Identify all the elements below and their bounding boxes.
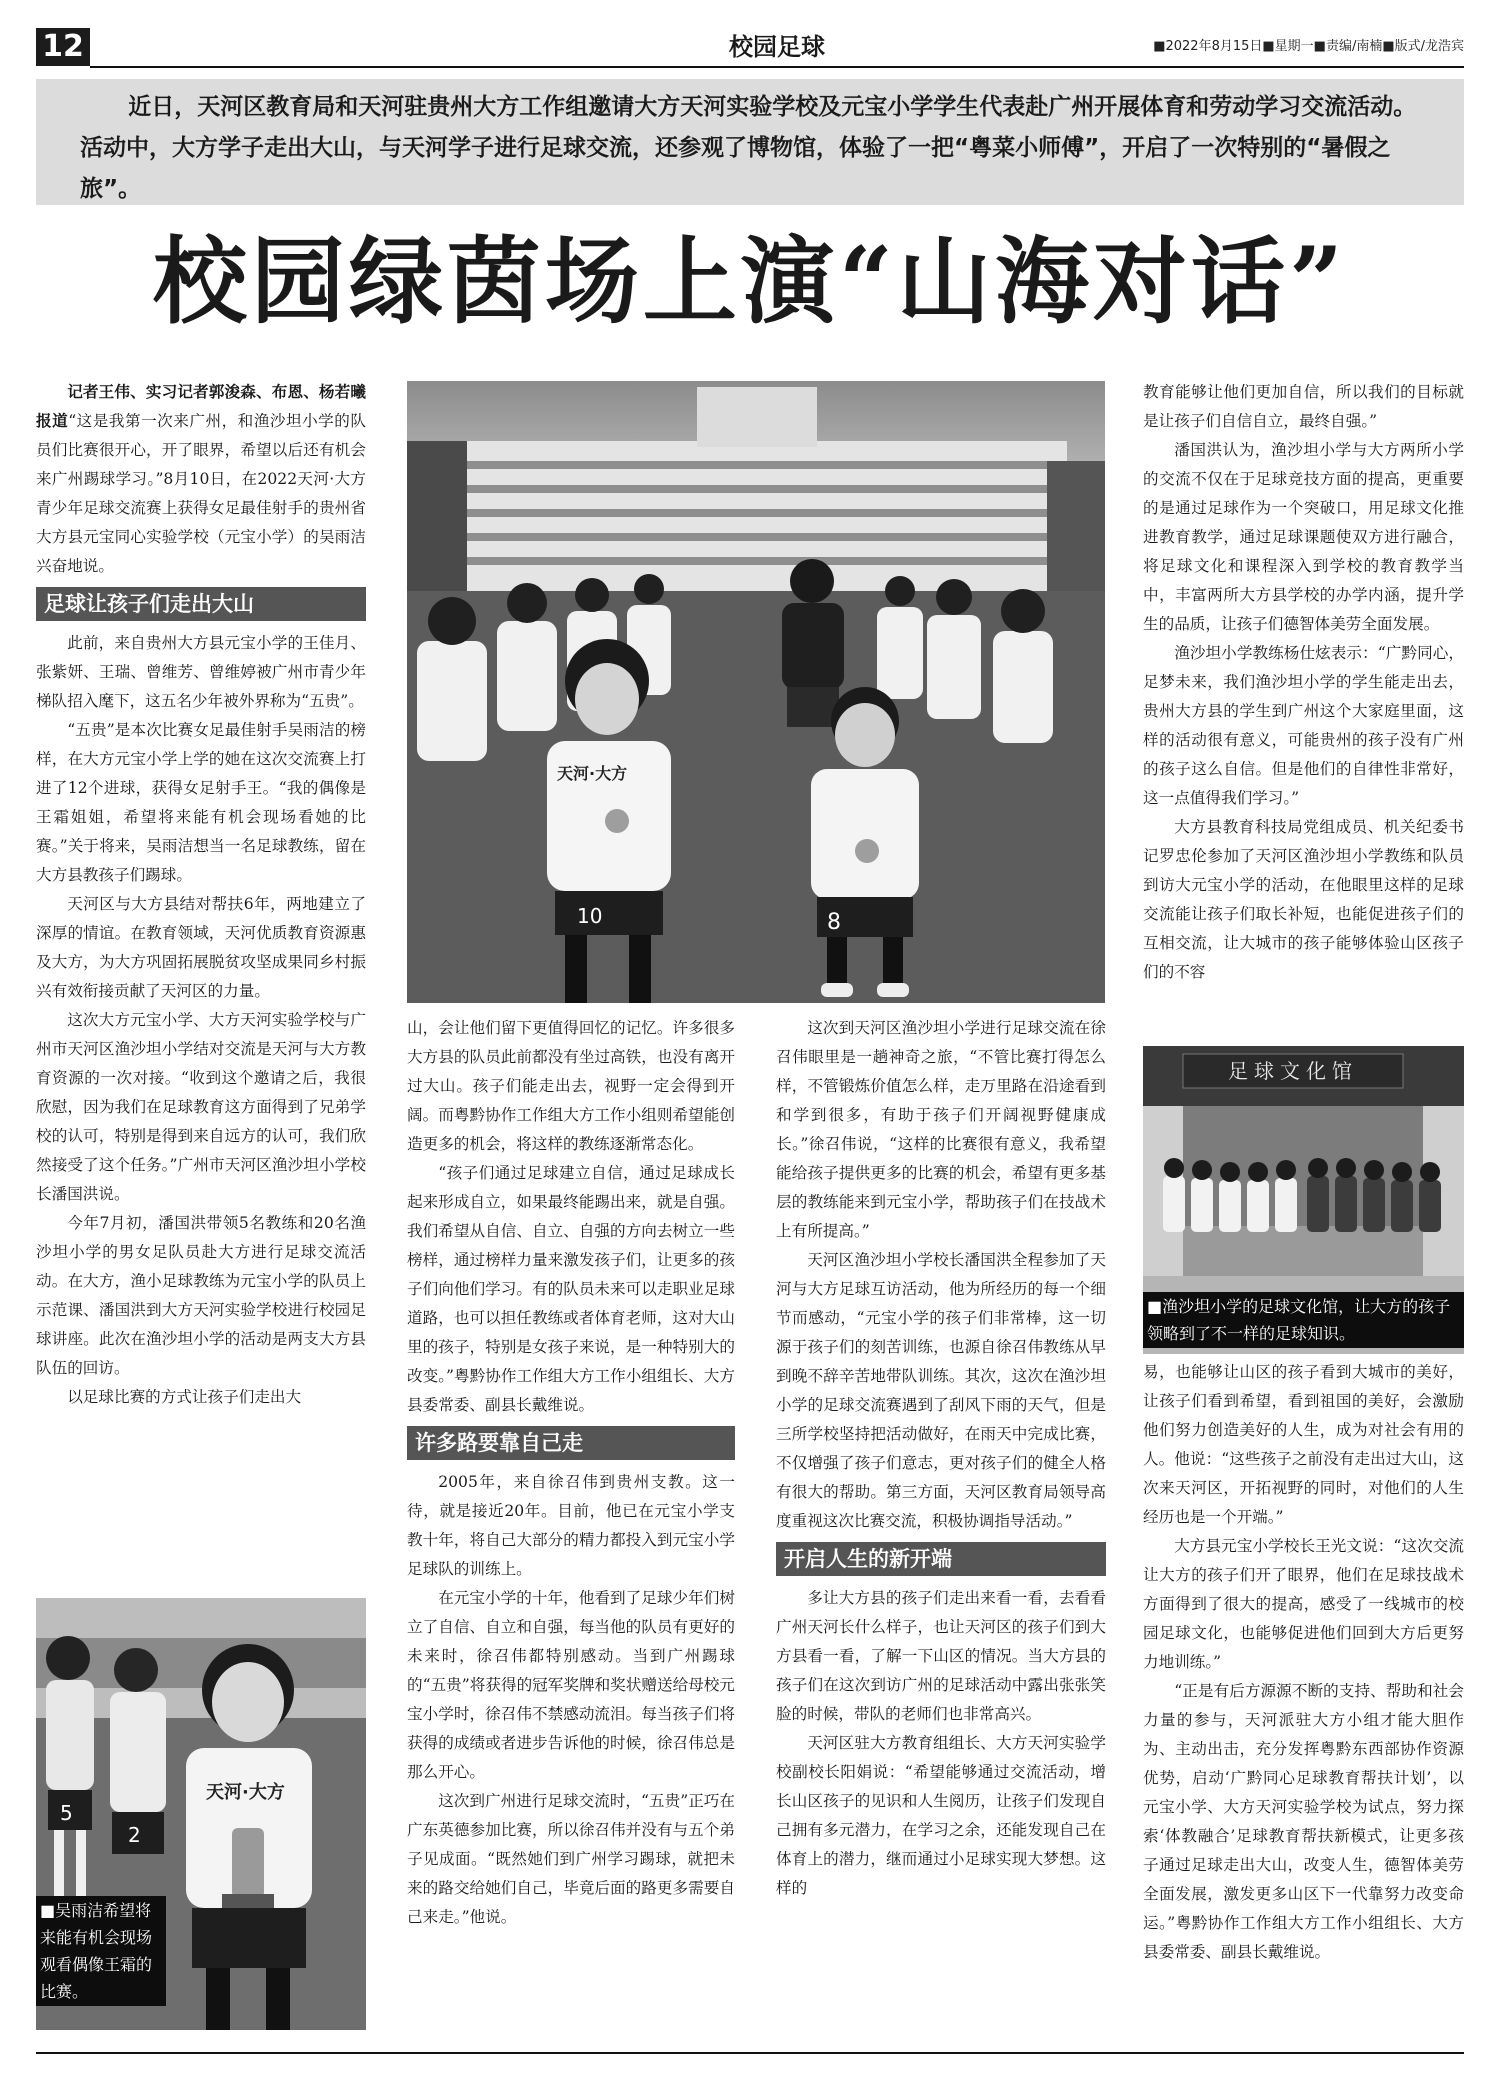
column-1 [36, 378, 366, 1412]
paragraph: 潘国洪认为，渔沙坦小学与大方两所小学的交流不仅在于足球竞技方面的提高，更重要的是通过足球作为一个突破口，用足球文化推进教育教学，通过足球课题使双方进行融合，将足球文化和课程深入到学校的教育教学当中，丰富两所大方县学校的办学内涵，提升学生的品质，让孩子们德智体美劳全面发展。 [1143, 441, 1464, 633]
paragraph: 2005年，来自徐召伟到贵州支教。这一待，就是接近20年。目前，他已在元宝小学支教十年，将自己大部分的精力都投入到元宝小学足球队的训练上。 [407, 1473, 735, 1578]
page-number: 12 [36, 28, 90, 66]
paragraph: 此前，来自贵州大方县元宝小学的王佳月、张紫妍、王瑞、曾维芳、曾维婷被广州市青少年梯队招入麾下，这五名少年被外界称为“五贵”。 [36, 634, 366, 710]
paragraph: 渔沙坦小学教练杨仕炫表示：“广黔同心，足梦未来，我们渔沙坦小学的学生能走出去，贵州大方县的学生到广州这个大家庭里面，这样的活动很有意义，可能贵州的孩子没有广州的孩子这么自信。但是他们的自律性非常好，这一点值得我们学习。” [1143, 644, 1464, 807]
jersey-number: 8 [827, 910, 841, 935]
paragraph: 今年7月初，潘国洪带领5名教练和20名渔沙坦小学的男女足队员赴大方进行足球交流活动。在大方，渔小足球教练为元宝小学的队员上示范课、潘国洪到大方天河实验学校进行校园足球讲座。此次在渔沙坦小学的活动是两支大方县队伍的回访。 [36, 1214, 366, 1377]
bottom-rule [36, 2052, 1464, 2054]
shirt-text: 天河·大方 [206, 1782, 285, 1803]
paragraph: 这次到广州进行足球交流时，“五贵”正巧在广东英德参加比赛，所以徐召伟并没有与五个弟子见成面。“既然她们到广州学习踢球，就把未来的路交给她们自己，毕竟后面的路更多需要自己来走。”他说。 [407, 1792, 735, 1926]
photo-caption: ■吴雨洁希望将来能有机会现场观看偶像王霜的比赛。 [36, 1896, 166, 2006]
paragraph: “五贵”是本次比赛女足最佳射手吴雨洁的榜样，在大方元宝小学上学的她在这次交流赛上打进了12个进球，获得女足射手王。“我的偶像是王霜姐姐，希望将来能有机会现场看她的比赛。”关于将来，吴雨洁想当一名足球教练，留在大方县教孩子们踢球。 [36, 721, 366, 884]
paragraph: 天河区渔沙坦小学校长潘国洪全程参加了天河与大方足球互访活动，他为所经历的每一个细节而感动，“元宝小学的孩子们非常棒，这一切源于孩子们的刻苦训练，也源自徐召伟教练从早到晚不辞辛苦地带队训练。其次，这次在渔沙坦小学的足球交流赛遇到了刮风下雨的天气，但是三所学校坚持把活动做好，在雨天中完成比赛，不仅增强了孩子们意志，更对孩子们的健全人格有很大的帮助。第三方面，天河区教育局领导高度重视这次比赛交流，积极协调指导活动。” [776, 1251, 1106, 1530]
paragraph: 多让大方县的孩子们走出来看一看，去看看广州天河长什么样子，也让天河区的孩子们到大方县看一看，了解一下山区的情况。当大方县的孩子们在这次到访广州的足球活动中露出张张笑脸的时候，带队的老师们也非常高兴。 [776, 1589, 1106, 1723]
paragraph: 这次到天河区渔沙坦小学进行足球交流在徐召伟眼里是一趟神奇之旅，“不管比赛打得怎么样，不管锻炼价值怎么样，走万里路在沿途看到和学到很多，有助于孩子们开阔视野健康成长。”徐召伟说，“这样的比赛很有意义，我希望能给孩子提供更多的比赛的机会，希望有更多基层的教练能来到元宝小学，帮助孩子们在技战术上有所提高。” [776, 1019, 1106, 1240]
photo-football-museum [1143, 1046, 1464, 1354]
photo-girl-trophy [36, 1598, 366, 2030]
lead-paragraph: 近日，天河区教育局和天河驻贵州大方工作组邀请大方天河实验学校及元宝小学学生代表赴广州开展体育和劳动学习交流活动。活动中，大方学子走出大山，与天河学子进行足球交流，还参观了博物馆，体验了一把“粤菜小师傅”，开启了一次特别的“暑假之旅”。 [36, 79, 1464, 205]
museum-sign: 足球文化馆 [1228, 1059, 1358, 1083]
intro-text: “这是我第一次来广州，和渔沙坦小学的队员们比赛很开心，开了眼界，希望以后还有机会来广州踢球学习。”8月10日，在2022天河·大方青少年足球交流赛上获得女足最佳射手的贵州省大方县元宝同心实验学校（元宝小学）的吴雨洁兴奋地说。 [36, 412, 366, 575]
byline: 记者王伟、实习记者郭浚森、布恩、杨若曦报道 [36, 383, 366, 430]
page-header [90, 28, 1464, 68]
subhead-3: 开启人生的新开端 [776, 1542, 1106, 1576]
paragraph: 教育能够让他们更加自信，所以我们的目标就是让孩子们自信自立，最终自强。” [1143, 383, 1464, 430]
paragraph: “正是有后方源源不断的支持、帮助和社会力量的参与，天河派驻大方小组才能大胆作为、主动出击，充分发挥粤黔东西部协作资源优势，启动‘广黔同心足球教育帮扶计划’，以元宝小学、大方天河实验学校为试点，努力探索‘体教融合’足球教育帮扶新模式，让更多孩子通过足球走出大山，改变人生，德智体美劳全面发展，激发更多山区下一代靠努力改变命运。”粤黔协作工作组大方工作小组组长、大方县委常委、副县长戴维说。 [1143, 1682, 1464, 1961]
column-4-bottom [1143, 1358, 1464, 1967]
paragraph: 大方县元宝小学校长王光文说：“这次交流让大方的孩子们开了眼界，他们在足球技战术方面得到了很大的提高，感受了一线城市的校园足球文化，也能够促进他们回到大方后更努力地训练。” [1143, 1537, 1464, 1671]
shirt-text: 天河·大方 [557, 764, 628, 783]
photo-caption: ■渔沙坦小学的足球文化馆，让大方的孩子领略到了不一样的足球知识。 [1143, 1292, 1464, 1348]
paragraph: 在元宝小学的十年，他看到了足球少年们树立了自信、自立和自强，每当他的队员有更好的未来时，徐召伟都特别感动。当到广州踢球的“五贵”将获得的冠军奖牌和奖状赠送给母校元宝小学时，徐召伟不禁感动流泪。每当孩子们将获得的成绩或者进步告诉他的时候，徐召伟总是那么开心。 [407, 1589, 735, 1781]
paragraph: 天河区与大方县结对帮扶6年，两地建立了深厚的情谊。在教育领域，天河优质教育资源惠及大方，为大方巩固拓展脱贫攻坚成果同乡村振兴有效衔接贡献了天河区的力量。 [36, 895, 366, 1000]
column-3 [776, 1014, 1106, 1903]
paragraph: 易，也能够让山区的孩子看到大城市的美好，让孩子们看到希望，看到祖国的美好，会激励他们努力创造美好的人生，成为对社会有用的人。他说：“这些孩子之前没有走出过大山，这次来天河区，开拓视野的同时，对他们的人生经历也是一个开端。” [1143, 1363, 1464, 1526]
team-photo-illustration [407, 381, 1105, 1003]
subhead-1: 足球让孩子们走出大山 [36, 587, 366, 621]
jersey-number: 10 [577, 904, 603, 928]
paragraph: “孩子们通过足球建立自信，通过足球成长起来形成自立，如果最终能踢出来，就是自强。我们希望从自信、自立、自强的方向去树立一些榜样，通过榜样力量来激发孩子们，让更多的孩子们向他们学习。有的队员未来可以走职业足球道路，也可以担任教练或者体育老师，这对大山里的孩子，特别是女孩子来说，是一种特别大的改变。”粤黔协作工作组大方工作小组组长、大方县委常委、副县长戴维说。 [407, 1164, 735, 1414]
paragraph: 山，会让他们留下更值得回忆的记忆。许多很多大方县的队员此前都没有坐过高铁，也没有离开过大山。孩子们能走出去，视野一定会得到开阔。而粤黔协作工作组大方工作小组则希望能创造更多的机会，将这样的教练逐渐常态化。 [407, 1019, 735, 1153]
column-4-top [1143, 378, 1464, 987]
jersey-number: 5 [60, 1801, 73, 1825]
paragraph: 天河区驻大方教育组组长、大方天河实验学校副校长阳娟说：“希望能够通过交流活动，增长山区孩子的见识和人生阅历，让孩子们发现自己拥有多元潜力，在学习之余，还能发现自己在体育上的潜力，继而通过小足球实现大梦想。这样的 [776, 1734, 1106, 1897]
jersey-number: 2 [128, 1823, 141, 1847]
section-title: 校园足球 [729, 33, 825, 61]
main-photo-team [407, 381, 1105, 1003]
headline: 校园绿茵场上演“山海对话” [152, 227, 1348, 337]
column-2 [407, 1014, 735, 1932]
paragraph: 这次大方元宝小学、大方天河实验学校与广州市天河区渔沙坦小学结对交流是天河与大方教育资源的一次对接。“收到这个邀请之后，我很欣慰，因为我们在足球教育这方面得到了兄弟学校的认可，特别是得到来自远方的认可，我们欣然接受了这个任务。”广州市天河区渔沙坦小学校长潘国洪说。 [36, 1011, 366, 1203]
subhead-2: 许多路要靠自己走 [407, 1426, 735, 1460]
paragraph: 大方县教育科技局党组成员、机关纪委书记罗忠伦参加了天河区渔沙坦小学教练和队员到访大元宝小学的活动，在他眼里这样的足球交流能让孩子们取长补短，也能促进孩子们的互相交流，让大城市的孩子能够体验山区孩子们的不容 [1143, 818, 1464, 981]
paragraph: 以足球比赛的方式让孩子们走出大 [67, 1388, 302, 1406]
dateline: ■2022年8月15日■星期一■责编/南楠■版式/龙浩宾 [1153, 39, 1464, 54]
